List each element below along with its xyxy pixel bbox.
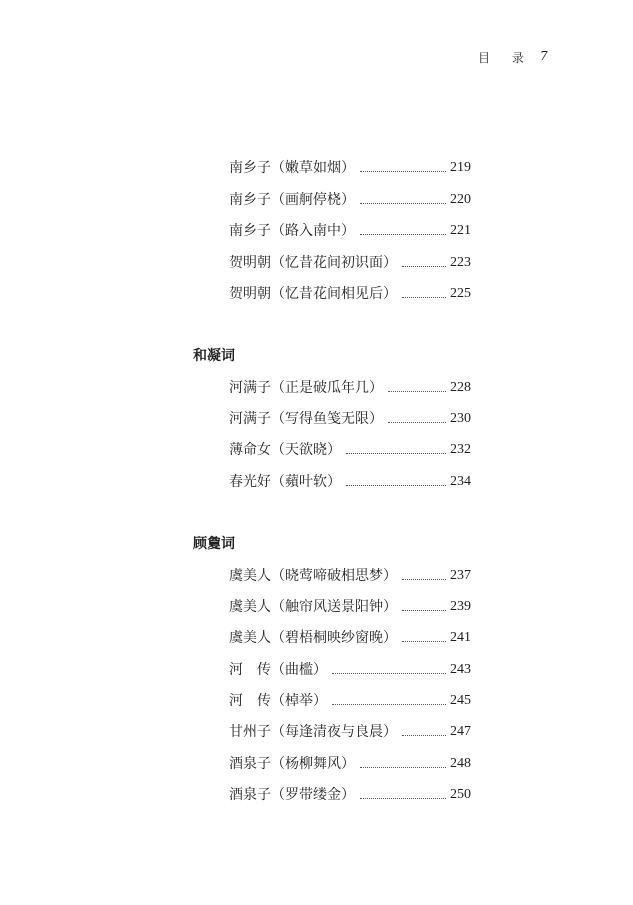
dot-leader	[346, 453, 446, 454]
toc-entry[interactable]	[229, 754, 471, 774]
toc-entry[interactable]	[229, 440, 471, 460]
entry-title: 甘州子（每逢清夜与良晨）	[229, 724, 397, 740]
section-title: 目 录	[478, 51, 533, 65]
toc-entry[interactable]	[229, 284, 471, 304]
dot-leader	[388, 391, 446, 392]
dot-leader	[402, 735, 446, 736]
dot-leader	[360, 203, 446, 204]
toc-entry[interactable]	[229, 158, 471, 178]
toc-entry[interactable]	[229, 660, 471, 680]
dot-leader	[402, 266, 446, 267]
section-heading: 和凝词	[193, 348, 235, 364]
dot-leader	[360, 798, 446, 799]
entry-page-number: 245	[450, 693, 471, 708]
dot-leader	[402, 297, 446, 298]
running-head	[478, 49, 533, 66]
toc-entry[interactable]	[229, 628, 471, 648]
entry-page-number: 239	[450, 599, 471, 614]
entry-page-number: 221	[450, 223, 471, 238]
entry-page-number: 247	[450, 724, 471, 739]
entry-title: 南乡子（嫩草如烟）	[229, 160, 355, 176]
entry-title: 河 传（棹举）	[229, 693, 327, 709]
entry-title: 酒泉子（杨柳舞风）	[229, 756, 355, 772]
entry-page-number: 248	[450, 756, 471, 771]
section-heading: 顾敻词	[193, 536, 235, 552]
dot-leader	[360, 171, 446, 172]
dot-leader	[402, 579, 446, 580]
toc-entry[interactable]	[229, 691, 471, 711]
dot-leader	[360, 234, 446, 235]
toc-entry[interactable]	[229, 221, 471, 241]
entry-page-number: 243	[450, 662, 471, 677]
entry-title: 春光好（蘋叶软）	[229, 474, 341, 490]
entry-page-number: 220	[450, 192, 471, 207]
toc-entry[interactable]	[229, 597, 471, 617]
entry-title: 河满子（写得鱼笺无限）	[229, 411, 383, 427]
entry-title: 南乡子（画舸停桡）	[229, 192, 355, 208]
entry-page-number: 250	[450, 787, 471, 802]
toc-entry[interactable]	[229, 190, 471, 210]
entry-page-number: 225	[450, 286, 471, 301]
entry-title: 南乡子（路入南中）	[229, 223, 355, 239]
entry-title: 贺明朝（忆昔花间相见后）	[229, 286, 397, 302]
entry-page-number: 241	[450, 630, 471, 645]
toc-entry[interactable]	[229, 378, 471, 398]
entry-page-number: 219	[450, 160, 471, 175]
dot-leader	[332, 704, 446, 705]
toc-entry[interactable]	[229, 409, 471, 429]
entry-title: 虞美人（碧梧桐映纱窗晚）	[229, 630, 397, 646]
entry-title: 贺明朝（忆昔花间初识面）	[229, 255, 397, 271]
entry-page-number: 228	[450, 380, 471, 395]
entry-title: 虞美人（触帘风送景阳钟）	[229, 599, 397, 615]
toc-entry[interactable]	[229, 253, 471, 273]
toc-entry[interactable]	[229, 472, 471, 492]
dot-leader	[388, 422, 446, 423]
entry-title: 河 传（曲槛）	[229, 662, 327, 678]
dot-leader	[332, 673, 446, 674]
toc-entry[interactable]	[229, 566, 471, 586]
page-number: 7	[540, 49, 548, 63]
entry-page-number: 230	[450, 411, 471, 426]
dot-leader	[402, 641, 446, 642]
entry-page-number: 223	[450, 255, 471, 270]
entry-title: 酒泉子（罗带缕金）	[229, 787, 355, 803]
toc-entry[interactable]	[229, 785, 471, 805]
entry-title: 虞美人（晓莺啼破相思梦）	[229, 568, 397, 584]
dot-leader	[360, 767, 446, 768]
dot-leader	[346, 485, 446, 486]
entry-title: 河满子（正是破瓜年几）	[229, 380, 383, 396]
toc-entry[interactable]	[229, 722, 471, 742]
dot-leader	[402, 610, 446, 611]
entry-title: 薄命女（天欲晓）	[229, 442, 341, 458]
entry-page-number: 232	[450, 442, 471, 457]
entry-page-number: 234	[450, 474, 471, 489]
entry-page-number: 237	[450, 568, 471, 583]
